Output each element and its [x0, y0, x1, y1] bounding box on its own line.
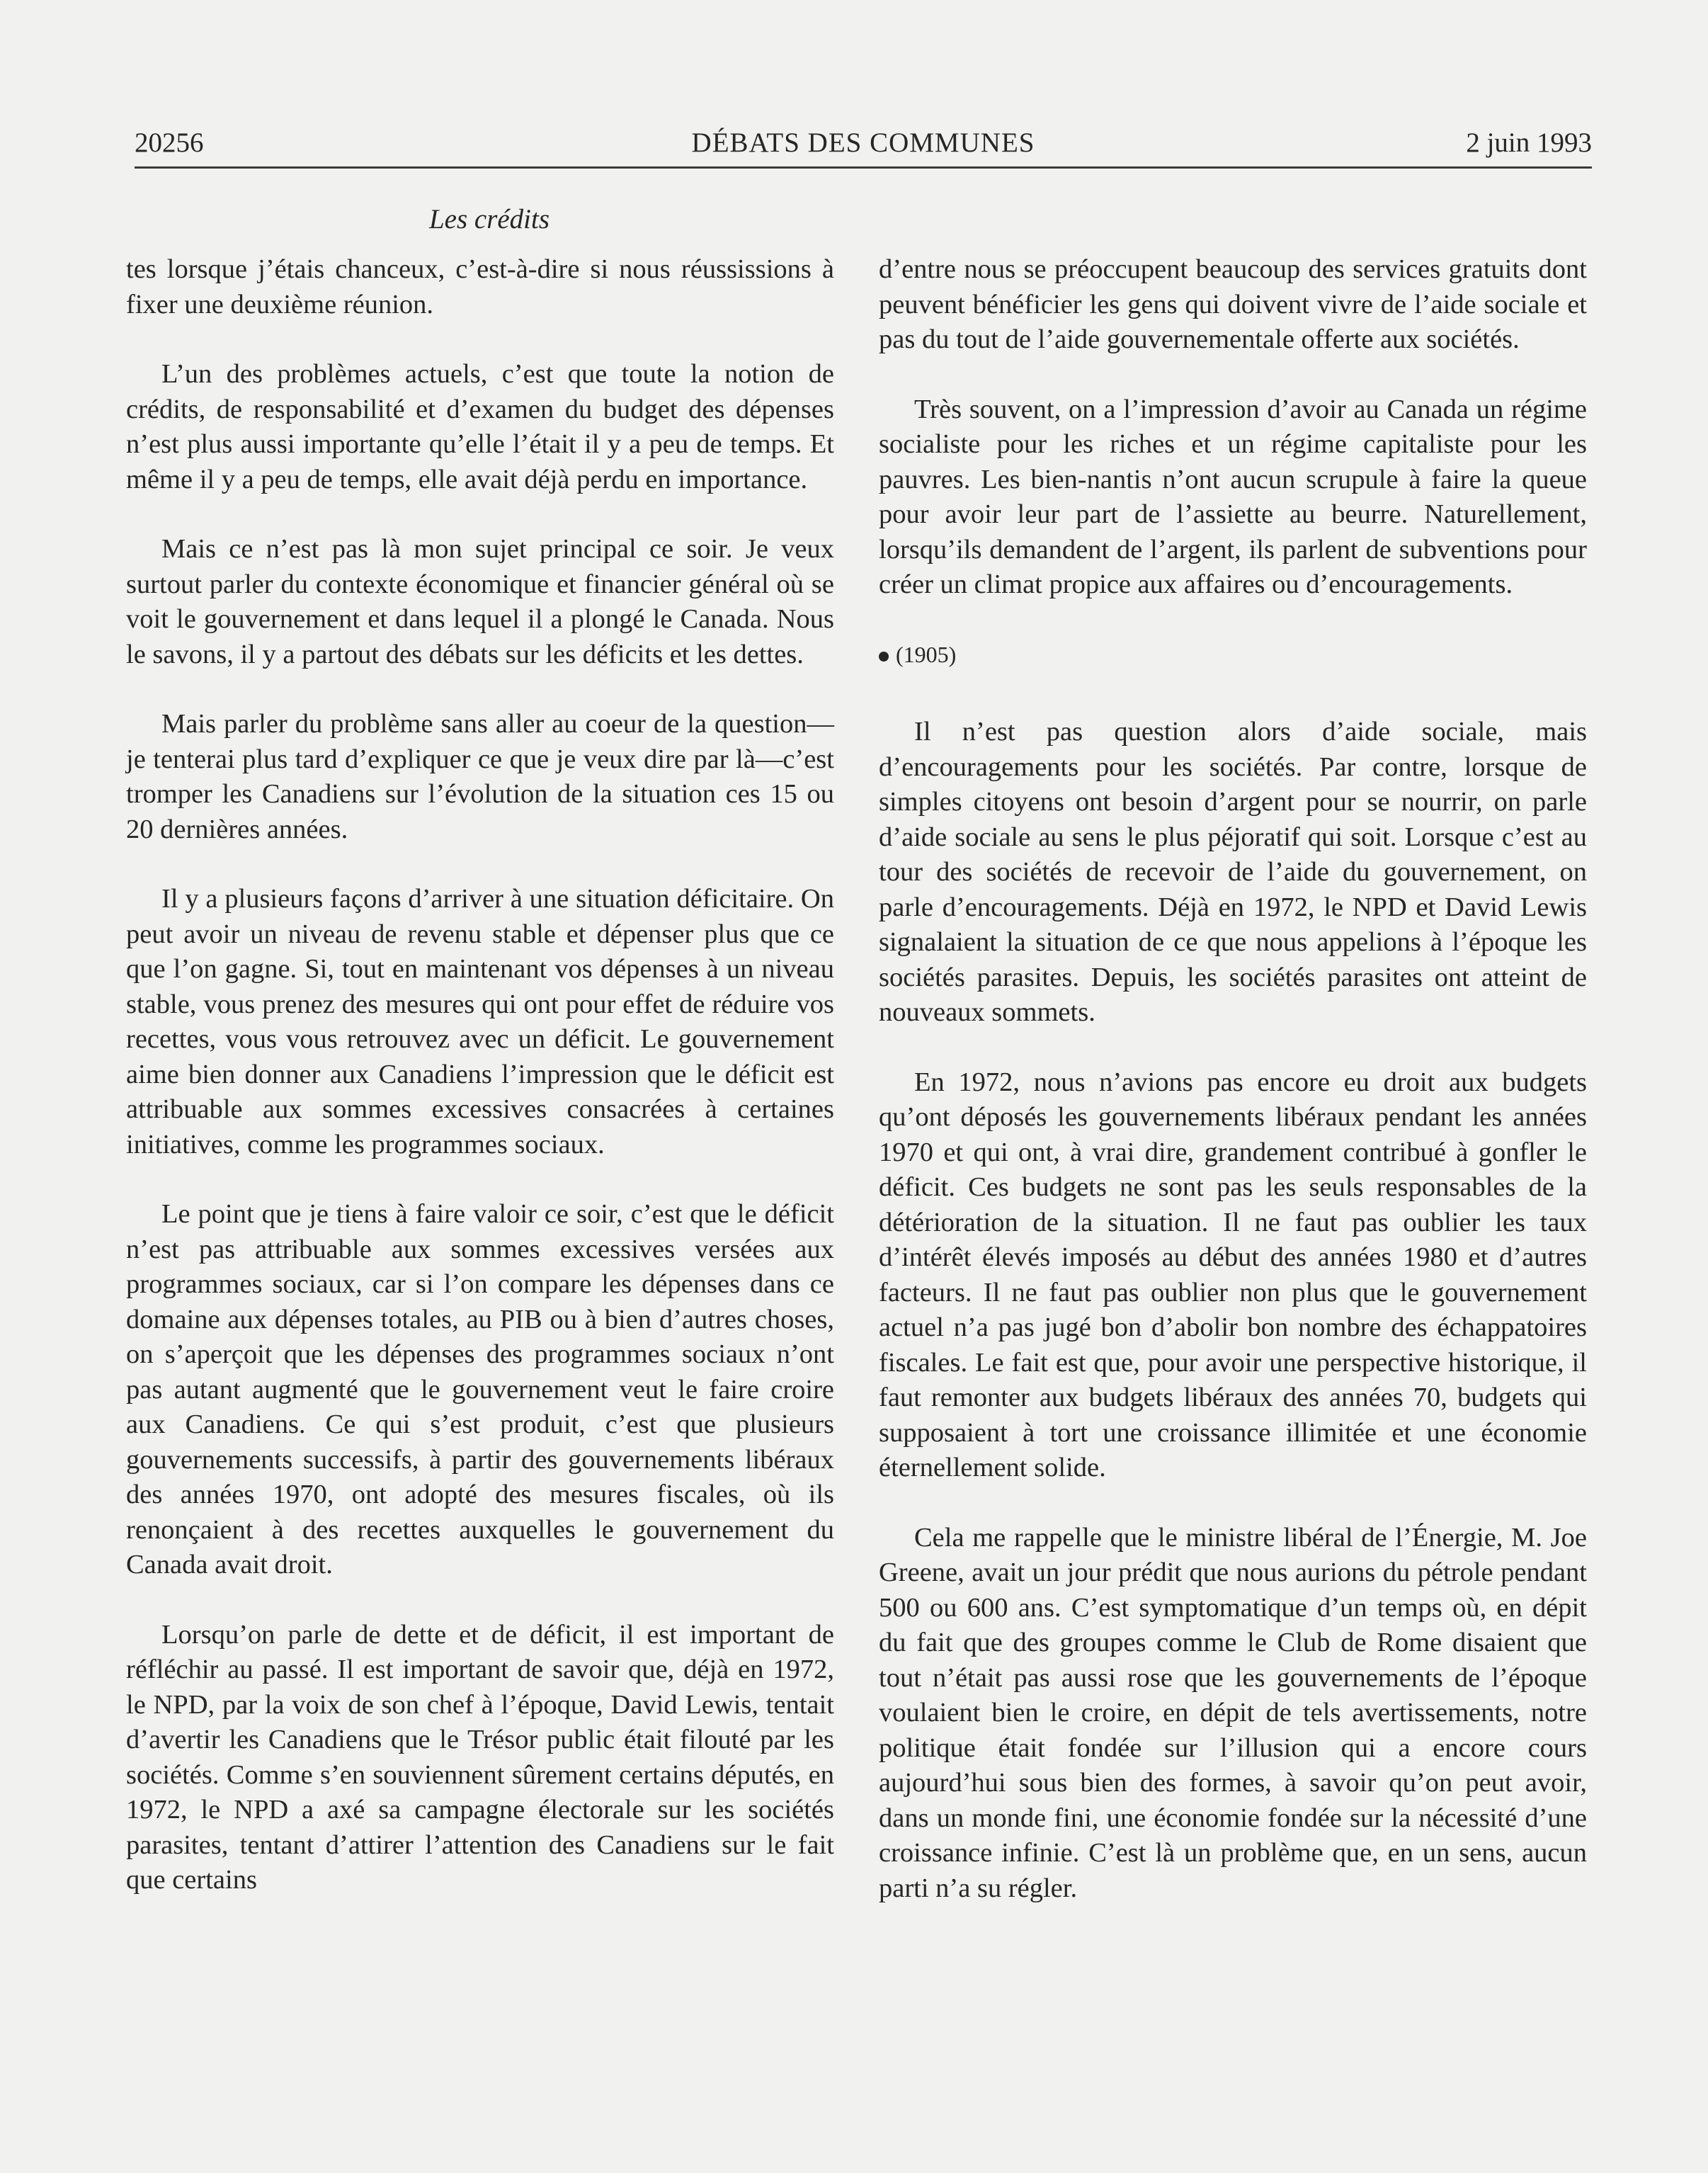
right-column [879, 252, 1587, 1941]
time-marker-label: (1905) [896, 641, 957, 667]
header-rule [135, 166, 1592, 169]
paragraph: d’entre nous se préoccupent beaucoup des services gratuits dont peuvent bénéficier les gens qui doivent vivre de l’aide sociale et pas du tout de l’aide gouvernementale offerte aux sociétés. [879, 254, 1587, 354]
bullet-icon [879, 652, 889, 662]
paragraph: En 1972, nous n’avions pas encore eu droit aux budgets qu’ont déposés les gouvernements libéraux pendant les années 1970 et qui ont, à vrai dire, grandement contribué à gonfler le déficit. Ces budgets ne sont pas les seuls responsables de la détérioration de la situation. Il ne faut pas oublier les taux d’intérêt élevés imposés au début des années 1980 et d’autres facteurs. Il ne faut pas oublier non plus que le gouvernement actuel n’a pas jugé bon d’abolir bon nombre des échappatoires fiscales. Le fait est que, pour avoir une perspective historique, il faut remonter aux budgets libéraux des années 70, budgets qui supposaient à tort une croissance illimitée et une économie éternellement solide. [879, 1067, 1587, 1482]
time-marker [879, 637, 1587, 673]
publication-date: 2 juin 1993 [1466, 127, 1592, 158]
paragraph: Il y a plusieurs façons d’arriver à une situation déficitaire. On peut avoir un niveau de revenu stable et dépenser plus que ce que l’on gagne. Si, tout en maintenant vos dépenses à un niveau stable, vous prenez des mesures qui ont pour effet de réduire vos recettes, vous vous retrouvez avec un déficit. Le gouvernement aime bien donner aux Canadiens l’impression que le déficit est attribuable aux sommes excessives consacrées à certaines initiatives, comme les programmes sociaux. [126, 884, 834, 1159]
left-column [126, 252, 834, 1933]
paragraph: Le point que je tiens à faire valoir ce soir, c’est que le déficit n’est pas attribuable aux sommes excessives versées aux programmes sociaux, car si l’on compare les dépenses dans ce domaine aux dépenses totales, au PIB ou à bien d’autres choses, on s’aperçoit que les dépenses des programmes sociaux n’ont pas autant augmenté que le gouvernement veut le faire croire aux Canadiens. Ce qui s’est produit, c’est que plusieurs gouvernements successifs, à partir des gouvernements libéraux des années 1970, ont adopté des mesures fiscales, où ils renonçaient à des recettes auxquelles le gouvernement du Canada avait droit. [126, 1199, 834, 1579]
paragraph: tes lorsque j’étais chanceux, c’est-à-dire si nous réussissions à fixer une deuxième réunion. [126, 254, 834, 319]
paragraph: Très souvent, on a l’impression d’avoir au Canada un régime socialiste pour les riches et un régime capitaliste pour les pauvres. Les bien-nantis n’ont aucun scrupule à faire la queue pour avoir leur part de l’assiette au beurre. Naturellement, lorsqu’ils demandent de l’argent, ils parlent de subventions pour créer un climat propice aux affaires ou d’encouragements. [879, 394, 1587, 599]
section-title: Les crédits [428, 204, 550, 234]
page-number: 20256 [135, 127, 204, 158]
paragraph: Lorsqu’on parle de dette et de déficit, il est important de réfléchir au passé. Il est important de savoir que, déjà en 1972, le NPD, par la voix de son chef à l’époque, David Lewis, tentait d’avertir les Canadiens que le Trésor public était filouté par les sociétés. Comme s’en souviennent sûrement certains députés, en 1972, le NPD a axé sa campagne électorale sur les sociétés parasites, tentant d’attirer l’attention des Canadiens sur le fait que certains [126, 1619, 834, 1895]
paragraph: Cela me rappelle que le ministre libéral de l’Énergie, M. Joe Greene, avait un jour prédit que nous aurions du pétrole pendant 500 ou 600 ans. C’est symptomatique d’un temps où, en dépit du fait que des groupes comme le Club de Rome disaient que tout n’était pas aussi rose que les gouvernements de l’époque voulaient bien le croire, en dépit de tels avertissements, notre politique était fondée sur l’illusion qui a encore cours aujourd’hui sous bien des formes, à savoir qu’on peut avoir, dans un monde fini, une économie fondée sur la nécessité d’une croissance infinie. C’est là un problème que, en un sens, aucun parti n’a su régler. [879, 1522, 1587, 1903]
publication-title: DÉBATS DES COMMUNES [691, 127, 1035, 158]
page-header [135, 122, 1592, 164]
paragraph: Il n’est pas question alors d’aide sociale, mais d’encouragements pour les sociétés. Par contre, lorsque de simples citoyens ont besoin d’argent pour se nourrir, on parle d’aide sociale au sens le plus péjoratif qui soit. Lorsque c’est au tour des sociétés de recevoir de l’aide du gouvernement, on parle d’encouragements. Déjà en 1972, le NPD et David Lewis signalaient la situation de ce que nous appelions à l’époque les sociétés parasites. Depuis, les sociétés parasites ont atteint de nouveaux sommets. [879, 717, 1587, 1027]
paragraph: Mais ce n’est pas là mon sujet principal ce soir. Je veux surtout parler du contexte économique et financier général où se voit le gouvernement et dans lequel il a plongé le Canada. Nous le savons, il y a partout des débats sur les déficits et les dettes. [126, 534, 834, 669]
paragraph: L’un des problèmes actuels, c’est que toute la notion de crédits, de responsabilité et d’examen du budget des dépenses n’est plus aussi importante qu’elle l’était il y a peu de temps. Et même il y a peu de temps, elle avait déjà perdu en importance. [126, 359, 834, 494]
paragraph: Mais parler du problème sans aller au coeur de la question—je tenterai plus tard d’expliquer ce que je veux dire par là—c’est tromper les Canadiens sur l’évolution de la situation ces 15 ou 20 dernières années. [126, 709, 834, 844]
